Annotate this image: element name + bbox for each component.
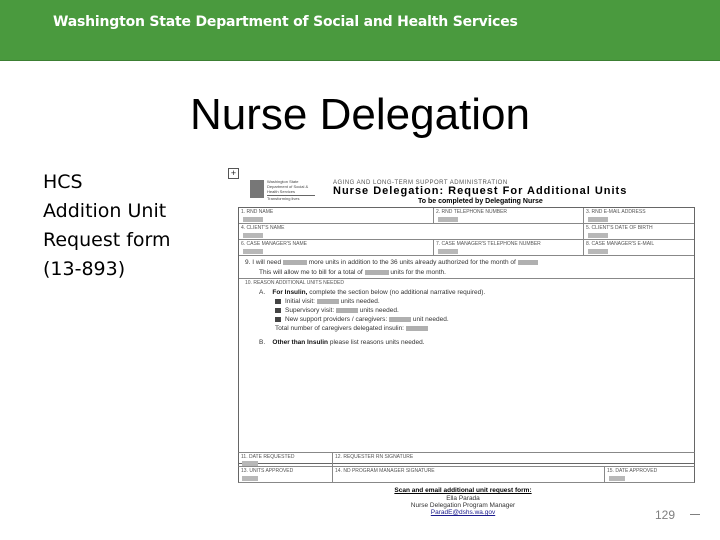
fill-block bbox=[242, 476, 258, 481]
header-banner bbox=[0, 0, 720, 61]
plus-box-icon[interactable]: + bbox=[228, 168, 239, 179]
footer-role: Nurse Delegation Program Manager bbox=[410, 502, 516, 509]
qa-heading: A. For Insulin, complete the section below (no additional narrative required). bbox=[259, 289, 486, 296]
qa-item-2: Supervisory visit: units needed. bbox=[285, 307, 399, 314]
fill-block bbox=[283, 260, 307, 265]
dshs-logo bbox=[250, 178, 312, 202]
checkbox-new-providers[interactable] bbox=[275, 317, 281, 322]
caption-line-4: (13-893) bbox=[43, 258, 126, 280]
footer-name: Ella Parada bbox=[446, 495, 480, 502]
field-rnd-email: 3. RND E-MAIL ADDRESS bbox=[584, 208, 694, 224]
q9-line-2: This will allow me to bill for a total of units for the month. bbox=[259, 269, 446, 276]
q10-label: 10. REASON ADDITIONAL UNITS NEEDED bbox=[245, 280, 345, 286]
form-title: Nurse Delegation: Request For Additional Units bbox=[333, 185, 628, 197]
field-client-dob: 5. CLIENT'S DATE OF BIRTH bbox=[584, 224, 694, 240]
signature-grid bbox=[238, 448, 695, 492]
q9-line-1: 9. I will need more units in addition to the 36 units already authorized for the month of bbox=[245, 259, 538, 266]
left-caption bbox=[43, 168, 171, 284]
form-image bbox=[228, 168, 698, 530]
logo-text: Washington State Department of Social & Health Services Transforming lives bbox=[267, 179, 315, 201]
form-subtitle: To be completed by Delegating Nurse bbox=[418, 198, 543, 205]
fill-block bbox=[588, 217, 608, 222]
qa-item-1: Initial visit: units needed. bbox=[285, 298, 380, 305]
caption-line-1: HCS bbox=[43, 171, 83, 193]
caption-line-3: Request form bbox=[43, 229, 171, 251]
field-units-approved: 13. UNITS APPROVED bbox=[238, 467, 333, 483]
fill-block bbox=[518, 260, 538, 265]
fill-block bbox=[242, 461, 258, 466]
field-rnd-phone: 2. RND TELEPHONE NUMBER bbox=[434, 208, 584, 224]
fill-block bbox=[588, 233, 608, 238]
page-number: 129 bbox=[655, 508, 676, 522]
fill-block bbox=[588, 249, 608, 254]
fill-block bbox=[609, 476, 625, 481]
qb-heading: B. Other than Insulin please list reasons units needed. bbox=[259, 339, 425, 346]
checkbox-supervisory-visit[interactable] bbox=[275, 308, 281, 313]
logo-mark-icon bbox=[250, 180, 264, 198]
form-administration: AGING AND LONG-TERM SUPPORT ADMINISTRATION bbox=[333, 180, 508, 186]
divider bbox=[239, 278, 694, 279]
field-case-manager: 6. CASE MANAGER'S NAME bbox=[239, 240, 434, 256]
field-case-manager-email: 8. CASE MANAGER'S E-MAIL bbox=[584, 240, 694, 256]
qa-total: Total number of caregivers delegated insulin: bbox=[275, 325, 428, 332]
caption-line-2: Addition Unit bbox=[43, 200, 167, 222]
fill-block bbox=[243, 233, 263, 238]
field-case-manager-phone: 7. CASE MANAGER'S TELEPHONE NUMBER bbox=[434, 240, 584, 256]
page-number-dash bbox=[690, 514, 700, 515]
checkbox-initial-visit[interactable] bbox=[275, 299, 281, 304]
fill-block bbox=[365, 270, 389, 275]
fill-block bbox=[243, 249, 263, 254]
slide-title: Nurse Delegation bbox=[190, 90, 530, 139]
header-title: Washington State Department of Social and Health Services bbox=[53, 14, 518, 30]
field-client-name: 4. CLIENT'S NAME bbox=[239, 224, 584, 240]
fill-block bbox=[438, 217, 458, 222]
fill-block bbox=[243, 217, 263, 222]
footer-instruction: Scan and email additional unit request form: bbox=[394, 487, 532, 494]
field-date-approved: 15. DATE APPROVED bbox=[605, 467, 695, 483]
qa-item-3: New support providers / caregivers: unit needed. bbox=[285, 316, 449, 323]
field-rnd-name: 1. RND NAME bbox=[239, 208, 434, 224]
field-program-manager-signature: 14. ND PROGRAM MANAGER SIGNATURE bbox=[333, 467, 605, 483]
fill-block bbox=[317, 299, 339, 304]
field-requester-signature: 12. REQUESTER RN SIGNATURE bbox=[333, 452, 695, 467]
fill-block bbox=[389, 317, 411, 322]
form-grid bbox=[238, 207, 695, 464]
field-date-requested: 11. DATE REQUESTED bbox=[238, 452, 333, 467]
fill-block bbox=[438, 249, 458, 254]
fill-block bbox=[336, 308, 358, 313]
footer-email-link[interactable]: ParadE@dshs.wa.gov bbox=[430, 509, 496, 516]
fill-block bbox=[406, 326, 428, 331]
